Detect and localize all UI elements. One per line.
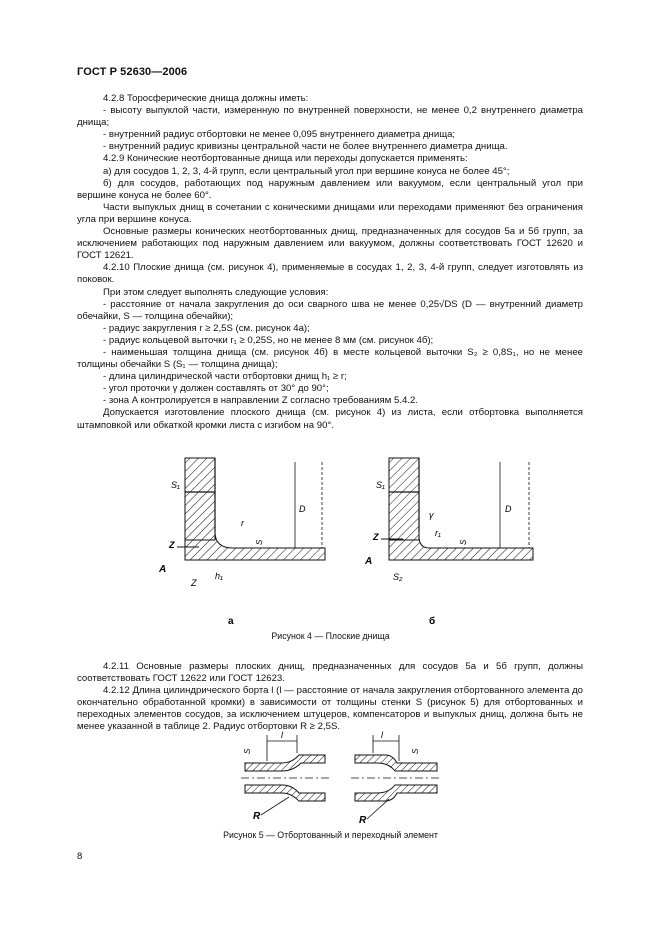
label-s2-b: S₂ <box>393 572 403 582</box>
paragraph: Допускается изготовление плоского днища (см. рисунок 4) из листа, если отбортовка выполняется штамповкой или обкаткой кромки листа с изгибом на 90°. <box>77 407 583 431</box>
figure-4 <box>77 452 583 644</box>
paragraph: - зона A контролируется в направлении Z согласно требованиям 5.4.2. <box>103 395 419 407</box>
label-R-right: R <box>359 815 367 826</box>
label-R-left: R <box>253 811 261 822</box>
figure-5-caption: Рисунок 5 — Отбортованный и переходный элемент <box>223 830 438 840</box>
paragraph: - внутренний радиус отбортовки не менее 0,095 внутреннего диаметра днища; <box>103 129 456 141</box>
figure-4-drawing <box>77 452 583 644</box>
label-r1-b: r₁ <box>435 528 441 538</box>
label-s-left: S <box>243 748 252 754</box>
paragraph: - внутренний радиус кривизны центральной части не более внутреннего диаметра днища. <box>103 141 508 153</box>
paragraph: 4.2.9 Конические неотбортованные днища или переходы допускается применять: <box>103 153 468 165</box>
label-A-a: A <box>159 564 167 575</box>
paragraph: - радиус закругления r ≥ 2,5S (см. рисунок 4а); <box>103 322 310 334</box>
label-s1-b: S₁ <box>376 480 385 490</box>
label-gamma-b: γ <box>429 510 434 520</box>
paragraph: - наименьшая толщина днища (см. рисунок 4б) в месте кольцевой выточки S₂ ≥ 0,8S₁, но не менее толщины обечайки S (S₁ — толщина днища); <box>77 346 583 371</box>
figure-5-drawing <box>77 727 583 827</box>
page-number: 8 <box>77 851 83 862</box>
paragraph: а) для сосудов 1, 2, 3, 4-й групп, если центральный угол при вершине конуса не более 45°; <box>103 165 510 177</box>
label-D-b: D <box>505 504 512 514</box>
element-left <box>241 730 329 822</box>
label-Z-b: Z <box>373 532 379 542</box>
label-s1-a: S₁ <box>171 480 180 490</box>
label-s-right: S <box>411 748 420 754</box>
label-r-a: r <box>241 518 244 528</box>
label-sub-b: б <box>429 616 436 627</box>
paragraph: - угол проточки γ должен составлять от 30° до 90°; <box>103 383 329 395</box>
paragraph: Части выпуклых днищ в сочетании с коническими днищами или переходами применяют без ограничения угла при вершине конуса. <box>77 201 583 225</box>
page-header: ГОСТ Р 52630—2006 <box>77 66 188 78</box>
paragraph: 4.2.12 Длина цилиндрического борта l (l — расстояние от начала закругления отбортованного элемента до окончательно обработанной кромки) в зависимости от толщины стенки S (рисунок 5) для отбортованных и переходных элементов сосудов, за исключением штуцеров, компенсаторов и выпуклых днищ, должна быть не менее указанной в таблице 2. Радиус отбортовки R ≥ 2,5S. <box>77 685 583 733</box>
paragraph: - радиус кольцевой выточки r₁ ≥ 0,25S, но не менее 8 мм (см. рисунок 4б); <box>103 334 434 346</box>
paragraph: - длина цилиндрической части отбортовки днищ h₁ ≥ r; <box>103 371 347 383</box>
paragraph: - расстояние от начала закругления до оси сварного шва не менее 0,25√DS (D — внутренний диаметр обечайки, S — толщина обечайки); <box>77 298 583 322</box>
figure-5 <box>77 727 583 827</box>
drawing-a <box>158 458 325 627</box>
paragraph: 4.2.8 Торосферические днища должны иметь: <box>103 93 309 104</box>
label-l-left: l <box>281 730 283 740</box>
paragraph: 4.2.10 Плоские днища (см. рисунок 4), применяемые в сосудах 1, 2, 3, 4-й групп, следует изготовлять из поковок. <box>77 262 583 286</box>
label-s-b: S <box>459 539 468 545</box>
label-D-a: D <box>299 504 306 514</box>
label-Z-a: Z <box>169 540 175 550</box>
drawing-b <box>364 458 533 627</box>
paragraph: 4.2.11 Основные размеры плоских днищ, предназначенных для сосудов 5а и 5б групп, должны соответствовать ГОСТ 12622 или ГОСТ 12623. <box>77 661 583 685</box>
paragraph: - высоту выпуклой части, измеренную по внутренней поверхности, не менее 0,2 внутреннего диаметра днища; <box>77 105 583 129</box>
label-z-a: Z <box>191 578 197 588</box>
paragraph: б) для сосудов, работающих под наружным давлением или вакуумом, если центральный угол при вершине конуса не более 60°. <box>77 177 583 201</box>
body-text-1 <box>77 93 583 432</box>
label-l-right: l <box>381 730 383 740</box>
label-A-b: A <box>365 556 373 567</box>
label-s-a: S <box>255 539 264 545</box>
figure-4-caption: Рисунок 4 — Плоские днища <box>271 631 390 641</box>
paragraph: При этом следует выполнять следующие условия: <box>103 286 329 298</box>
label-sub-a: а <box>228 616 234 627</box>
paragraph: Основные размеры конических неотбортованных днищ, предназначенных для сосудов 5а и 5б групп, за исключением работающих под наружным давлением или вакуумом, должны соответствовать ГОСТ 12620 и ГОСТ 12621. <box>77 226 583 262</box>
body-text-2 <box>77 661 583 734</box>
element-right <box>351 730 441 826</box>
label-h1-a: h₁ <box>215 571 223 581</box>
